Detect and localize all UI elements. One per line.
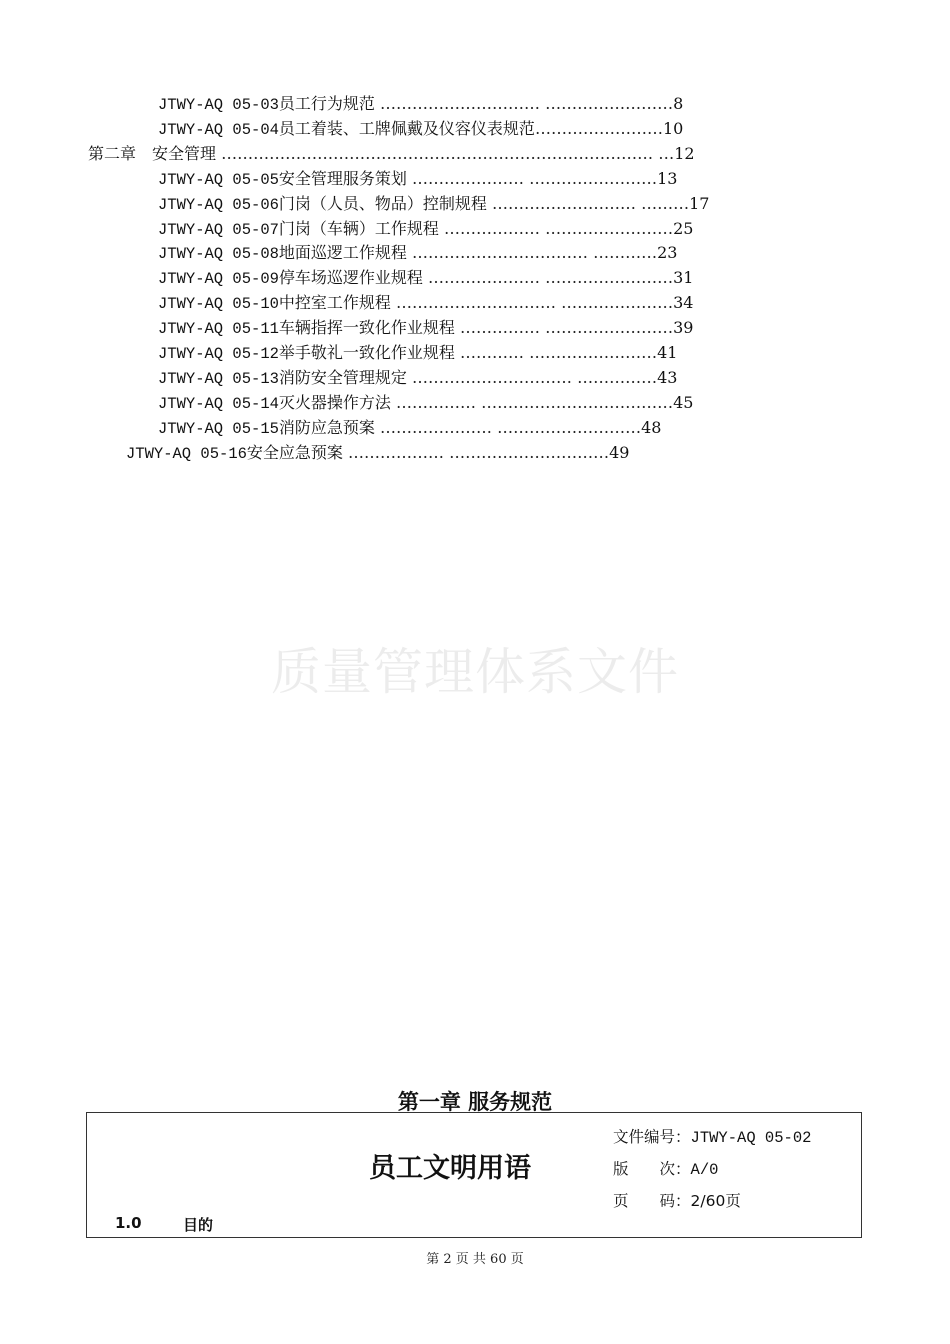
toc-entry-page: 39	[673, 318, 694, 338]
toc-entry-page: 13	[657, 168, 678, 188]
toc-entry-page: 31	[673, 268, 694, 288]
toc-entry-title: 停车场巡逻作业规程	[278, 268, 423, 288]
toc-entry-leader: ………………… ………………………	[374, 417, 642, 437]
toc-entry-page: 45	[673, 392, 694, 412]
toc-entry	[158, 266, 693, 290]
toc-entry-leader: ………………… ……………………	[422, 268, 674, 288]
toc-entry-leader: …………… ……………………	[454, 318, 674, 338]
toc-entry	[158, 341, 677, 365]
toc-entry	[158, 316, 693, 340]
toc-entry	[158, 416, 661, 440]
toc-entry-title: 员工着装、工牌佩戴及仪容仪表规范	[278, 118, 535, 138]
toc-entry-leader: ………………………… ……………………	[374, 94, 674, 113]
toc-entry-leader: ………… ……………………	[454, 343, 658, 362]
toc-entry-title: 安全管理服务策划	[278, 168, 407, 188]
toc-entry-code: JTWY-AQ 05-16	[126, 444, 247, 463]
toc-entry-title: 门岗（车辆）工作规程	[278, 218, 439, 238]
toc-entry-page: 10	[662, 118, 684, 138]
document-title: 员工文明用语	[369, 1153, 531, 1184]
page-footer: 第 2 页 共 60 页	[426, 1252, 524, 1267]
toc-entry-page: 25	[673, 218, 694, 238]
toc-entry-page: 34	[673, 293, 694, 313]
toc-entry	[158, 167, 677, 191]
toc-entry-title: 举手敬礼一致化作业规程	[278, 343, 455, 362]
file-number	[613, 1125, 811, 1147]
toc-entry	[158, 92, 683, 116]
section-title: 目的	[183, 1216, 214, 1234]
toc-entry-leader: ……………………… ………	[486, 193, 690, 213]
toc-entry-title: 安全应急预案	[246, 442, 343, 462]
toc-entry	[158, 291, 693, 315]
toc-entry	[88, 142, 695, 166]
page-code-value: 2/60页	[690, 1192, 741, 1210]
toc-entry-code: JTWY-AQ 05-10	[158, 295, 279, 314]
toc-entry-code: JTWY-AQ 05-06	[158, 195, 279, 214]
toc-entry-code: JTWY-AQ 05-07	[158, 220, 279, 239]
toc-entry-page: 43	[657, 367, 678, 387]
toc-entry	[158, 241, 677, 265]
section-number: 1.0	[115, 1214, 142, 1232]
toc-entry-leader: ……………………	[534, 118, 663, 138]
chapter-heading: 第一章 服务规范	[397, 1090, 553, 1114]
toc-entry-code: JTWY-AQ 05-15	[158, 419, 279, 438]
toc-entry	[158, 391, 693, 415]
toc-entry-title: 第二章 安全管理	[88, 143, 217, 163]
toc-entry-title: 消防应急预案	[278, 417, 375, 437]
toc-entry-title: 消防安全管理规定	[278, 367, 407, 387]
page-code-label: 页 码：	[613, 1192, 691, 1210]
version-label: 版 次：	[613, 1160, 691, 1178]
toc-entry-page: 48	[641, 417, 662, 437]
toc-entry	[158, 192, 709, 216]
toc-entry-leader: ……………… ……………………	[438, 218, 674, 238]
toc-entry	[158, 366, 677, 390]
toc-entry-title: 地面巡逻工作规程	[278, 243, 407, 263]
toc-entry-code: JTWY-AQ 05-08	[158, 245, 279, 264]
toc-entry-leader: ………………………… …………………	[390, 293, 674, 313]
toc-entry-title: 门岗（人员、物品）控制规程	[278, 193, 487, 213]
toc-entry-leader: ……………………………………………………………………… …	[216, 143, 675, 163]
toc-entry-page: 8	[673, 94, 684, 113]
toc-entry-code: JTWY-AQ 05-04	[158, 120, 279, 139]
toc-entry-leader: ………………………… ……………	[406, 367, 658, 387]
toc-entry-code: JTWY-AQ 05-11	[158, 320, 279, 339]
toc-entry-code: JTWY-AQ 05-09	[158, 270, 279, 289]
page-code	[613, 1189, 741, 1211]
version	[613, 1157, 718, 1179]
toc-entry-leader: ………………… ……………………	[406, 168, 658, 188]
toc-entry-title: 灭火器操作方法	[278, 392, 391, 412]
toc-entry	[158, 217, 693, 241]
toc-entry-page: 41	[657, 343, 678, 362]
toc-entry-code: JTWY-AQ 05-13	[158, 369, 279, 388]
toc-entry-code: JTWY-AQ 05-12	[158, 345, 279, 363]
toc-entry-leader: …………… ………………………………	[390, 392, 674, 412]
toc-entry-page: 23	[657, 243, 678, 263]
toc-entry-leader: ……………… …………………………	[342, 442, 610, 462]
toc-entry-title: 中控室工作规程	[278, 293, 391, 313]
toc-entry-page: 17	[689, 193, 710, 213]
toc-entry-page: 49	[609, 442, 630, 462]
file-number-value: JTWY-AQ 05-02	[690, 1129, 812, 1147]
toc-entry	[158, 117, 683, 141]
document-header-box	[86, 1112, 862, 1238]
toc-entry-code: JTWY-AQ 05-03	[158, 96, 279, 114]
toc-entry	[126, 441, 629, 465]
toc-entry-code: JTWY-AQ 05-14	[158, 394, 279, 413]
toc-entry-page: 12	[674, 143, 695, 163]
watermark: 质量管理体系文件	[271, 643, 679, 701]
version-value: A/0	[690, 1161, 719, 1179]
toc-entry-title: 员工行为规范	[278, 94, 375, 113]
file-number-label: 文件编号：	[613, 1128, 691, 1146]
toc-entry-code: JTWY-AQ 05-05	[158, 170, 279, 189]
toc-entry-leader: …………………………… …………	[406, 243, 658, 263]
toc-entry-title: 车辆指挥一致化作业规程	[278, 318, 455, 338]
